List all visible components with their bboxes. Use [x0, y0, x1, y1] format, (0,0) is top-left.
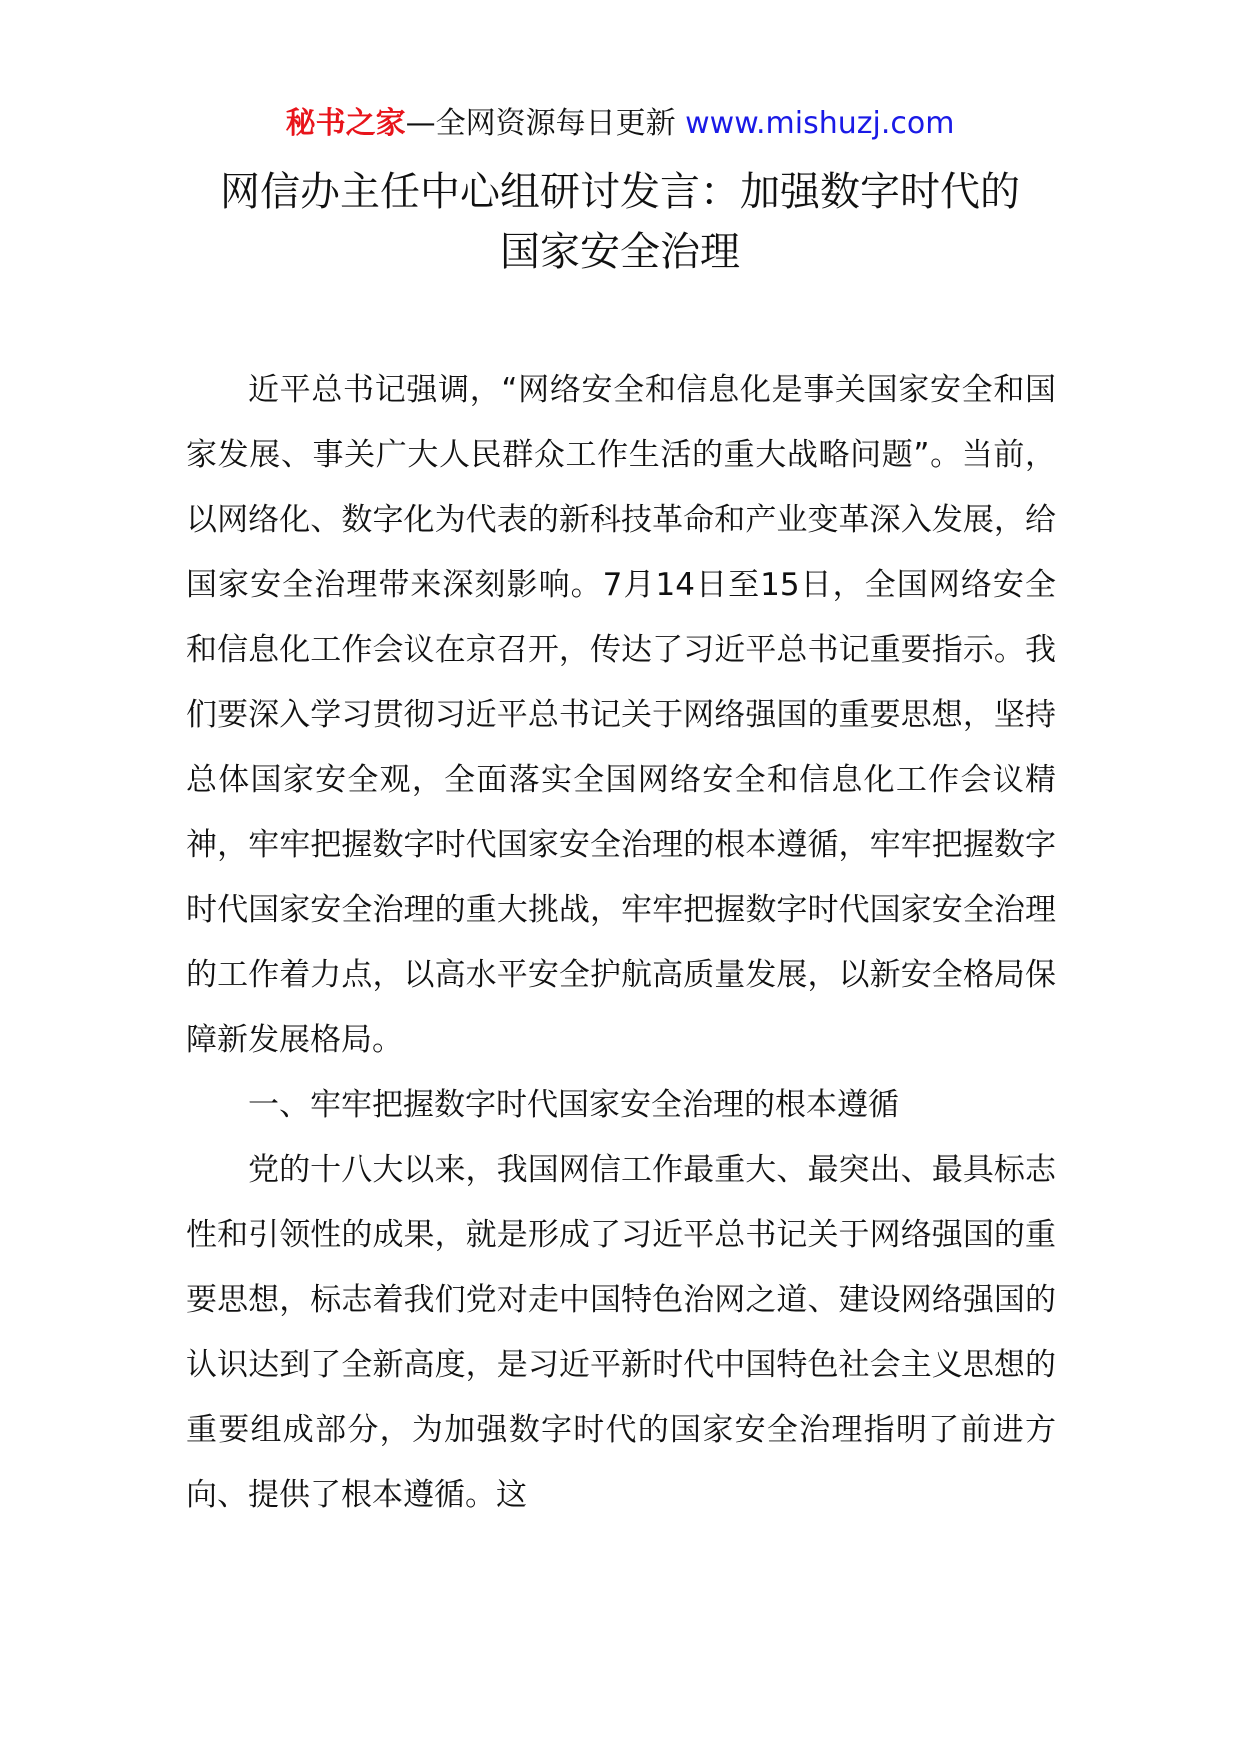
paragraph-intro: 近平总书记强调，“网络安全和信息化是事关国家安全和国家发展、事关广大人民群众工作生活的重大战略问题”。当前，以网络化、数字化为代表的新科技革命和产业变革深入发展，给国家安全治理带来深刻影响。7月14日至15日，全国网络安全和信息化工作会议在京召开，传达了习近平总书记重要指示。我们要深入学习贯彻习近平总书记关于网络强国的重要思想，坚持总体国家安全观，全面落实全国网络安全和信息化工作会议精神，牢牢把握数字时代国家安全治理的根本遵循，牢牢把握数字时代国家安全治理的重大挑战，牢牢把握数字时代国家安全治理的工作着力点，以高水平安全护航高质量发展，以新安全格局保障新发展格局。 [186, 372, 1056, 1058]
site-tagline: —全网资源每日更新 [405, 106, 676, 141]
title-line-2: 国家安全治理 [500, 229, 740, 275]
title-line-1: 网信办主任中心组研讨发言：加强数字时代的 [220, 169, 1020, 215]
paragraph-section-1: 党的十八大以来，我国网信工作最重大、最突出、最具标志性和引领性的成果，就是形成了习近平总书记关于网络强国的重要思想，标志着我们党对走中国特色治网之道、建设网络强国的认识达到了全新高度，是习近平新时代中国特色社会主义思想的重要组成部分，为加强数字时代的国家安全治理指明了前进方向、提供了根本遵循。这 [186, 1152, 1056, 1513]
brand-name: 秘书之家 [285, 106, 406, 141]
section-heading-1: 一、牢牢把握数字时代国家安全治理的根本遵循 [248, 1087, 899, 1123]
document-title [100, 162, 1140, 282]
site-url-link[interactable]: www.mishuzj.com [685, 106, 955, 141]
site-header [0, 98, 1240, 150]
document-body [186, 358, 1056, 1528]
